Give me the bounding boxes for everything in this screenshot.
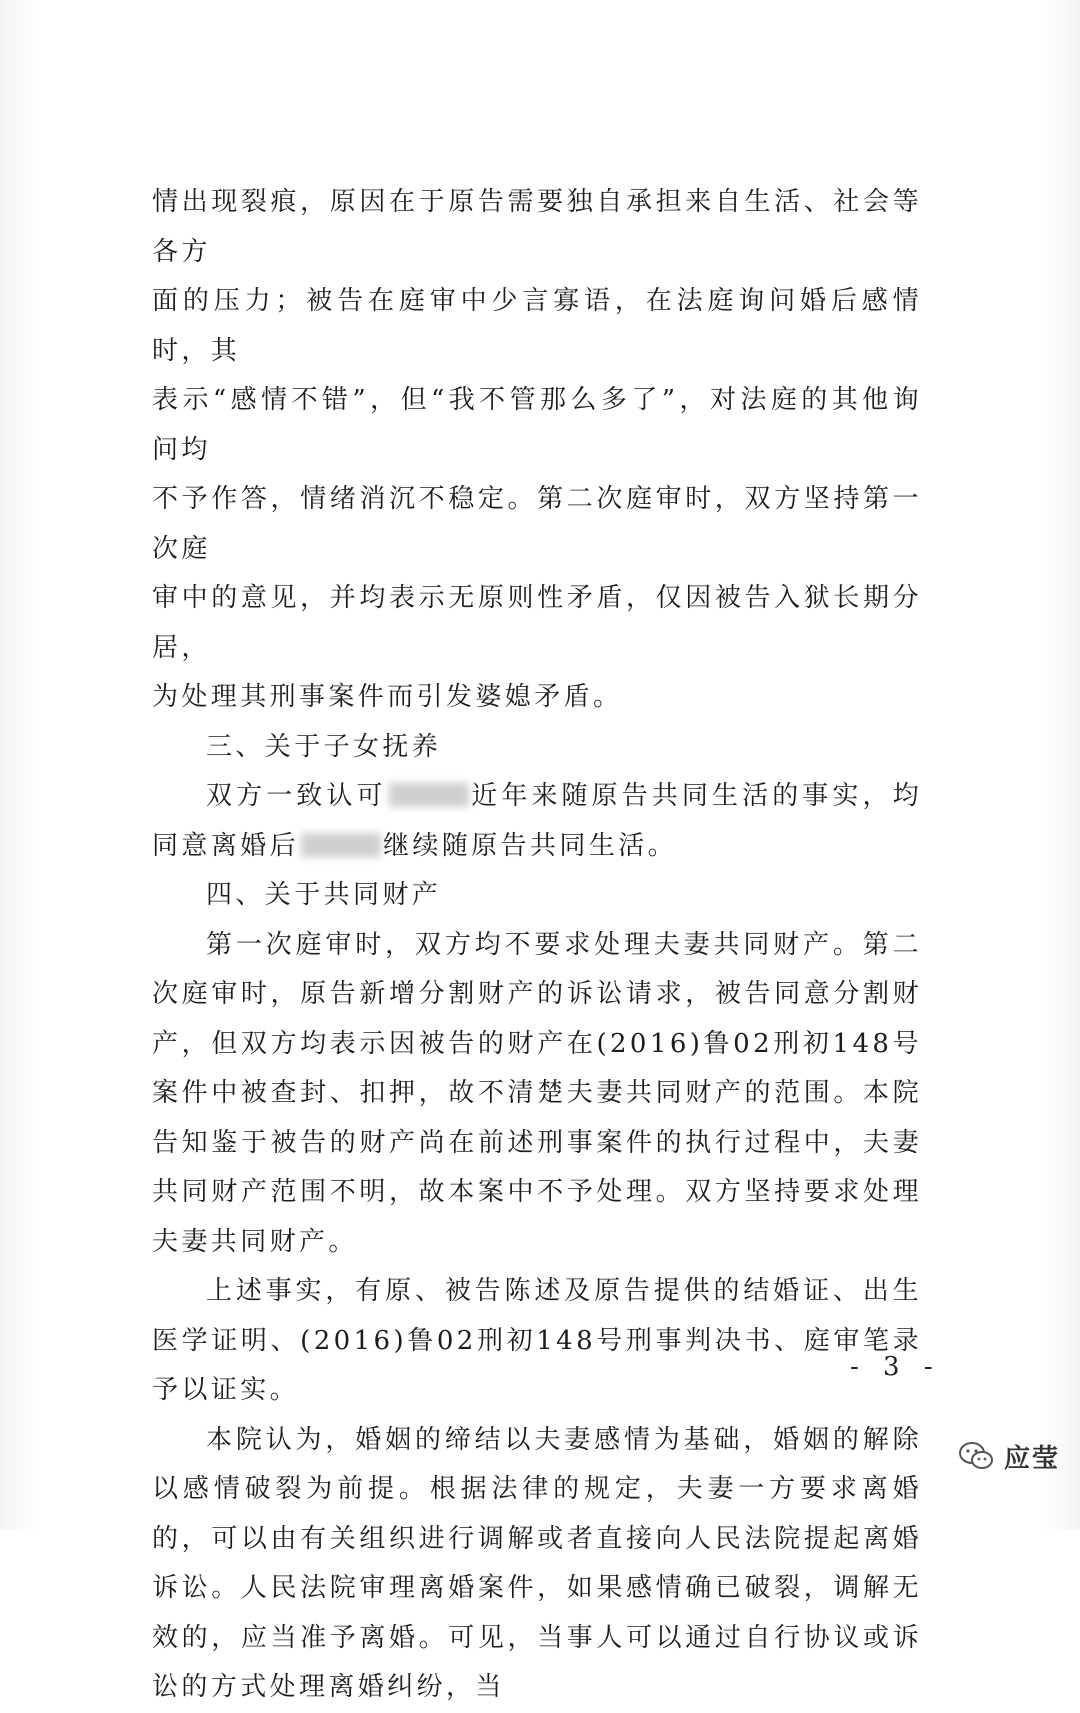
heading-property: 四、关于共同财产 [206,880,442,910]
watermark [958,1436,1060,1476]
text-line-2: 面的压力；被告在庭审中少言寡语，在法庭询问婚后感情时，其 [152,286,922,366]
text-line-1: 情出现裂痕，原因在于原告需要独自承担来自生活、社会等各方 [152,187,922,267]
text-line-3: 表示“感情不错”，但“我不管那么多了”，对法庭的其他询问均 [152,385,922,465]
court-view-paragraph: 本院认为，婚姻的缔结以夫妻感情为基础，婚姻的解除以感情破裂为前提。根据法律的规定，夫妻一方要求离婚的，可以由有关组织进行调解或者直接向人民法院提起离婚诉讼。人民法院审理离婚案件，如果感情确已破裂，调解无效的，应当准予离婚。可见，当事人可以通过自行协议或诉讼的方式处理离婚纠纷，当 [152,1424,922,1702]
custody-text-2: 近年来随原告共同生活的事实，均同意 [152,781,922,861]
text-line-4: 不予作答，情绪消沉不稳定。第二次庭审时，双方坚持第一次庭 [152,484,922,564]
custody-paragraph [152,772,922,871]
text-line-5: 审中的意见，并均表示无原则性矛盾，仅因被告入狱长期分居， [152,583,922,663]
document-body [152,178,922,1713]
custody-text-1: 双方一致认可 [206,781,387,811]
property-paragraph: 第一次庭审时，双方均不要求处理夫妻共同财产。第二次庭审时，原告新增分割财产的诉讼请求，被告同意分割财产，但双方均表示因被告的财产在(2016)鲁02刑初148号案件中被查封、扣押，故不清楚夫妻共同财产的范围。本院告知鉴于被告的财产尚在前述刑事案件的执行过程中，夫妻共同财产范围不明，故本案中不予处理。双方坚持要求处理夫妻共同财产。 [152,929,922,1257]
watermark-text: 应莹 [1004,1443,1061,1474]
page-number: - 3 - [850,1352,941,1382]
heading-custody: 三、关于子女抚养 [206,731,442,762]
redacted-name [301,833,381,857]
evidence-paragraph: 上述事实，有原、被告陈述及原告提供的结婚证、出生医学证明、(2016)鲁02刑初148号刑事判决书、庭审笔录予以证实。 [152,1276,922,1405]
custody-text-3: 离婚后 [210,830,300,861]
redacted-name [389,783,469,807]
custody-text-4: 继续随原告共同生活。 [383,830,678,861]
text-line-6: 为处理其刑事案件而引发婆媳矛盾。 [152,682,623,712]
wechat-icon [958,1441,994,1471]
